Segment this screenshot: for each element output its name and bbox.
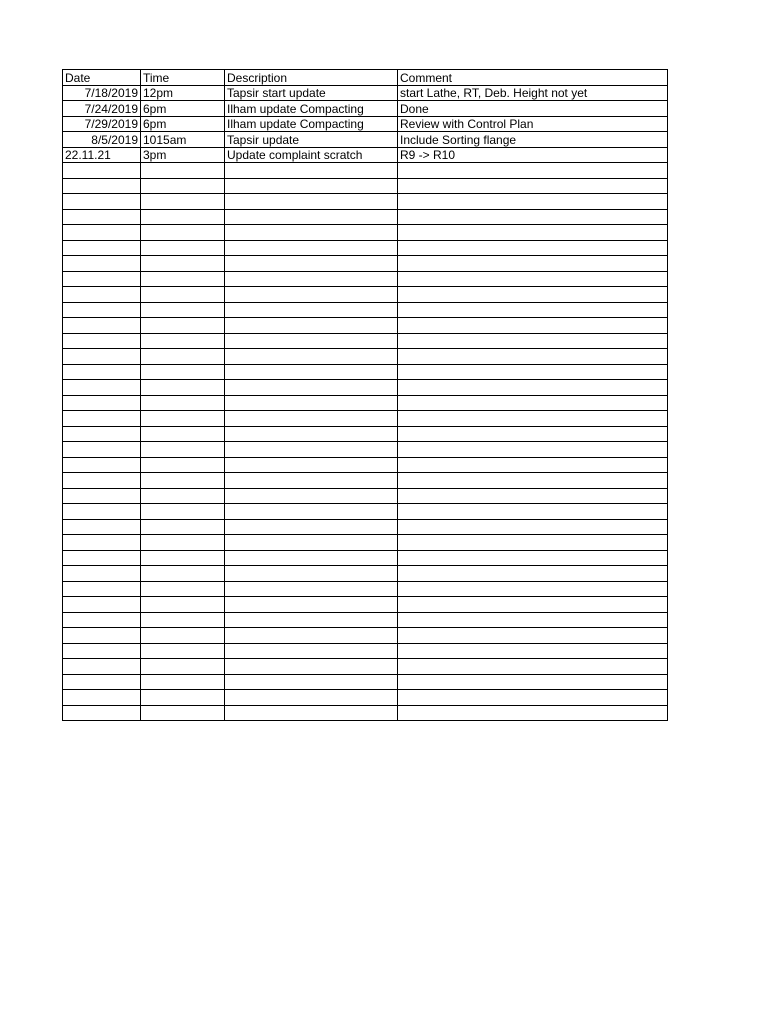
empty-cell-comment[interactable] [398, 566, 668, 582]
empty-cell-date[interactable] [63, 457, 141, 473]
empty-row [63, 705, 668, 721]
empty-cell-time[interactable] [141, 380, 225, 396]
empty-row [63, 364, 668, 380]
cell-description[interactable]: Tapsir start update [225, 85, 398, 101]
empty-cell-description[interactable] [225, 690, 398, 706]
empty-cell-time[interactable] [141, 225, 225, 241]
empty-row [63, 473, 668, 489]
empty-cell-description[interactable] [225, 504, 398, 520]
empty-cell-time[interactable] [141, 690, 225, 706]
empty-cell-date[interactable] [63, 380, 141, 396]
empty-cell-comment[interactable] [398, 163, 668, 179]
empty-cell-comment[interactable] [398, 581, 668, 597]
cell-comment[interactable]: Review with Control Plan [398, 116, 668, 132]
empty-cell-description[interactable] [225, 488, 398, 504]
cell-date[interactable]: 7/18/2019 [63, 85, 141, 101]
empty-cell-comment[interactable] [398, 380, 668, 396]
empty-cell-time[interactable] [141, 659, 225, 675]
empty-cell-date[interactable] [63, 566, 141, 582]
empty-cell-comment[interactable] [398, 194, 668, 210]
empty-cell-comment[interactable] [398, 643, 668, 659]
empty-cell-time[interactable] [141, 349, 225, 365]
empty-cell-comment[interactable] [398, 302, 668, 318]
cell-date[interactable]: 7/24/2019 [63, 101, 141, 117]
cell-comment[interactable]: start Lathe, RT, Deb. Height not yet [398, 85, 668, 101]
empty-cell-date[interactable] [63, 411, 141, 427]
cell-description[interactable]: Ilham update Compacting [225, 101, 398, 117]
empty-row [63, 628, 668, 644]
cell-comment[interactable]: Include Sorting flange [398, 132, 668, 148]
empty-cell-description[interactable] [225, 302, 398, 318]
table-row [63, 116, 668, 132]
empty-row [63, 535, 668, 551]
empty-cell-date[interactable] [63, 349, 141, 365]
empty-cell-time[interactable] [141, 209, 225, 225]
empty-cell-description[interactable] [225, 271, 398, 287]
empty-cell-comment[interactable] [398, 426, 668, 442]
empty-cell-description[interactable] [225, 380, 398, 396]
empty-cell-comment[interactable] [398, 473, 668, 489]
table-row [63, 85, 668, 101]
empty-row [63, 643, 668, 659]
cell-description[interactable]: Ilham update Compacting [225, 116, 398, 132]
empty-cell-description[interactable] [225, 628, 398, 644]
empty-cell-date[interactable] [63, 287, 141, 303]
empty-cell-comment[interactable] [398, 612, 668, 628]
cell-time[interactable]: 3pm [141, 147, 225, 163]
empty-cell-comment[interactable] [398, 597, 668, 613]
empty-cell-description[interactable] [225, 535, 398, 551]
cell-time[interactable]: 6pm [141, 116, 225, 132]
empty-cell-time[interactable] [141, 473, 225, 489]
cell-time[interactable]: 12pm [141, 85, 225, 101]
empty-cell-description[interactable] [225, 457, 398, 473]
empty-cell-date[interactable] [63, 333, 141, 349]
header-comment[interactable]: Comment [398, 70, 668, 86]
empty-cell-comment[interactable] [398, 488, 668, 504]
empty-cell-date[interactable] [63, 271, 141, 287]
empty-cell-description[interactable] [225, 209, 398, 225]
cell-description[interactable]: Update complaint scratch [225, 147, 398, 163]
empty-cell-date[interactable] [63, 504, 141, 520]
empty-cell-date[interactable] [63, 302, 141, 318]
empty-row [63, 209, 668, 225]
empty-cell-description[interactable] [225, 442, 398, 458]
empty-row [63, 612, 668, 628]
empty-cell-time[interactable] [141, 240, 225, 256]
empty-cell-date[interactable] [63, 535, 141, 551]
empty-cell-description[interactable] [225, 659, 398, 675]
empty-row [63, 581, 668, 597]
empty-cell-time[interactable] [141, 178, 225, 194]
empty-row [63, 178, 668, 194]
empty-cell-date[interactable] [63, 240, 141, 256]
empty-cell-time[interactable] [141, 271, 225, 287]
empty-row [63, 256, 668, 272]
empty-row [63, 287, 668, 303]
empty-cell-time[interactable] [141, 628, 225, 644]
empty-cell-time[interactable] [141, 442, 225, 458]
empty-cell-description[interactable] [225, 225, 398, 241]
table-row [63, 101, 668, 117]
empty-row [63, 302, 668, 318]
empty-cell-comment[interactable] [398, 535, 668, 551]
empty-cell-comment[interactable] [398, 209, 668, 225]
empty-row [63, 690, 668, 706]
empty-cell-date[interactable] [63, 581, 141, 597]
empty-cell-comment[interactable] [398, 256, 668, 272]
empty-cell-comment[interactable] [398, 225, 668, 241]
empty-cell-description[interactable] [225, 240, 398, 256]
empty-cell-date[interactable] [63, 643, 141, 659]
empty-cell-date[interactable] [63, 488, 141, 504]
empty-cell-description[interactable] [225, 178, 398, 194]
empty-row [63, 395, 668, 411]
header-row [63, 70, 668, 86]
empty-cell-comment[interactable] [398, 318, 668, 334]
cell-time[interactable]: 1015am [141, 132, 225, 148]
empty-cell-date[interactable] [63, 364, 141, 380]
empty-cell-time[interactable] [141, 566, 225, 582]
empty-cell-description[interactable] [225, 163, 398, 179]
empty-cell-comment[interactable] [398, 364, 668, 380]
empty-cell-comment[interactable] [398, 349, 668, 365]
empty-cell-time[interactable] [141, 519, 225, 535]
empty-row [63, 240, 668, 256]
empty-cell-date[interactable] [63, 674, 141, 690]
cell-date[interactable]: 22.11.21 [63, 147, 141, 163]
empty-cell-time[interactable] [141, 163, 225, 179]
empty-row [63, 318, 668, 334]
cell-comment[interactable]: R9 -> R10 [398, 147, 668, 163]
empty-cell-date[interactable] [63, 519, 141, 535]
empty-cell-comment[interactable] [398, 178, 668, 194]
empty-cell-time[interactable] [141, 643, 225, 659]
empty-cell-time[interactable] [141, 674, 225, 690]
empty-cell-time[interactable] [141, 426, 225, 442]
empty-row [63, 550, 668, 566]
empty-cell-description[interactable] [225, 395, 398, 411]
empty-cell-comment[interactable] [398, 271, 668, 287]
table-row [63, 132, 668, 148]
empty-cell-date[interactable] [63, 225, 141, 241]
header-time[interactable]: Time [141, 70, 225, 86]
empty-cell-comment[interactable] [398, 674, 668, 690]
empty-cell-date[interactable] [63, 209, 141, 225]
empty-cell-description[interactable] [225, 566, 398, 582]
empty-cell-description[interactable] [225, 256, 398, 272]
empty-cell-comment[interactable] [398, 395, 668, 411]
empty-cell-description[interactable] [225, 426, 398, 442]
empty-cell-description[interactable] [225, 287, 398, 303]
cell-description[interactable]: Tapsir update [225, 132, 398, 148]
header-date[interactable]: Date [63, 70, 141, 86]
empty-cell-time[interactable] [141, 597, 225, 613]
empty-row [63, 426, 668, 442]
empty-cell-time[interactable] [141, 457, 225, 473]
empty-row [63, 380, 668, 396]
empty-cell-date[interactable] [63, 194, 141, 210]
empty-cell-date[interactable] [63, 442, 141, 458]
empty-cell-description[interactable] [225, 194, 398, 210]
empty-cell-time[interactable] [141, 705, 225, 721]
empty-row [63, 163, 668, 179]
revision-log-table [62, 69, 668, 721]
empty-cell-time[interactable] [141, 318, 225, 334]
empty-cell-comment[interactable] [398, 628, 668, 644]
empty-row [63, 597, 668, 613]
empty-cell-time[interactable] [141, 504, 225, 520]
empty-cell-comment[interactable] [398, 504, 668, 520]
empty-cell-description[interactable] [225, 318, 398, 334]
empty-cell-comment[interactable] [398, 659, 668, 675]
empty-cell-time[interactable] [141, 395, 225, 411]
empty-cell-time[interactable] [141, 535, 225, 551]
empty-cell-comment[interactable] [398, 519, 668, 535]
empty-row [63, 225, 668, 241]
empty-cell-date[interactable] [63, 550, 141, 566]
empty-row [63, 566, 668, 582]
empty-cell-time[interactable] [141, 194, 225, 210]
empty-cell-date[interactable] [63, 612, 141, 628]
empty-cell-date[interactable] [63, 690, 141, 706]
empty-cell-comment[interactable] [398, 457, 668, 473]
empty-row [63, 333, 668, 349]
empty-cell-time[interactable] [141, 256, 225, 272]
empty-cell-description[interactable] [225, 550, 398, 566]
empty-row [63, 519, 668, 535]
empty-cell-date[interactable] [63, 705, 141, 721]
empty-cell-description[interactable] [225, 333, 398, 349]
empty-row [63, 411, 668, 427]
empty-cell-description[interactable] [225, 705, 398, 721]
empty-cell-time[interactable] [141, 411, 225, 427]
empty-cell-time[interactable] [141, 550, 225, 566]
empty-cell-comment[interactable] [398, 442, 668, 458]
empty-cell-date[interactable] [63, 628, 141, 644]
empty-cell-description[interactable] [225, 364, 398, 380]
empty-cell-date[interactable] [63, 473, 141, 489]
empty-cell-comment[interactable] [398, 240, 668, 256]
empty-cell-description[interactable] [225, 643, 398, 659]
cell-comment[interactable]: Done [398, 101, 668, 117]
header-description[interactable]: Description [225, 70, 398, 86]
empty-cell-time[interactable] [141, 581, 225, 597]
cell-date[interactable]: 7/29/2019 [63, 116, 141, 132]
empty-cell-time[interactable] [141, 287, 225, 303]
empty-cell-comment[interactable] [398, 287, 668, 303]
empty-row [63, 442, 668, 458]
empty-row [63, 674, 668, 690]
empty-cell-description[interactable] [225, 597, 398, 613]
empty-cell-time[interactable] [141, 333, 225, 349]
empty-cell-comment[interactable] [398, 411, 668, 427]
empty-cell-date[interactable] [63, 659, 141, 675]
empty-cell-description[interactable] [225, 581, 398, 597]
empty-cell-date[interactable] [63, 178, 141, 194]
cell-date[interactable]: 8/5/2019 [63, 132, 141, 148]
empty-cell-description[interactable] [225, 519, 398, 535]
cell-time[interactable]: 6pm [141, 101, 225, 117]
empty-cell-comment[interactable] [398, 550, 668, 566]
empty-row [63, 504, 668, 520]
empty-cell-date[interactable] [63, 256, 141, 272]
empty-cell-date[interactable] [63, 163, 141, 179]
empty-cell-description[interactable] [225, 411, 398, 427]
table-row [63, 147, 668, 163]
empty-cell-date[interactable] [63, 426, 141, 442]
empty-cell-date[interactable] [63, 318, 141, 334]
empty-cell-description[interactable] [225, 473, 398, 489]
empty-cell-description[interactable] [225, 674, 398, 690]
empty-row [63, 349, 668, 365]
empty-row [63, 194, 668, 210]
empty-cell-time[interactable] [141, 488, 225, 504]
empty-row [63, 488, 668, 504]
empty-cell-time[interactable] [141, 302, 225, 318]
empty-cell-time[interactable] [141, 612, 225, 628]
empty-cell-date[interactable] [63, 597, 141, 613]
empty-cell-comment[interactable] [398, 705, 668, 721]
empty-cell-date[interactable] [63, 395, 141, 411]
empty-row [63, 271, 668, 287]
empty-row [63, 659, 668, 675]
empty-cell-description[interactable] [225, 349, 398, 365]
empty-cell-description[interactable] [225, 612, 398, 628]
empty-cell-comment[interactable] [398, 690, 668, 706]
empty-row [63, 457, 668, 473]
empty-cell-comment[interactable] [398, 333, 668, 349]
empty-cell-time[interactable] [141, 364, 225, 380]
